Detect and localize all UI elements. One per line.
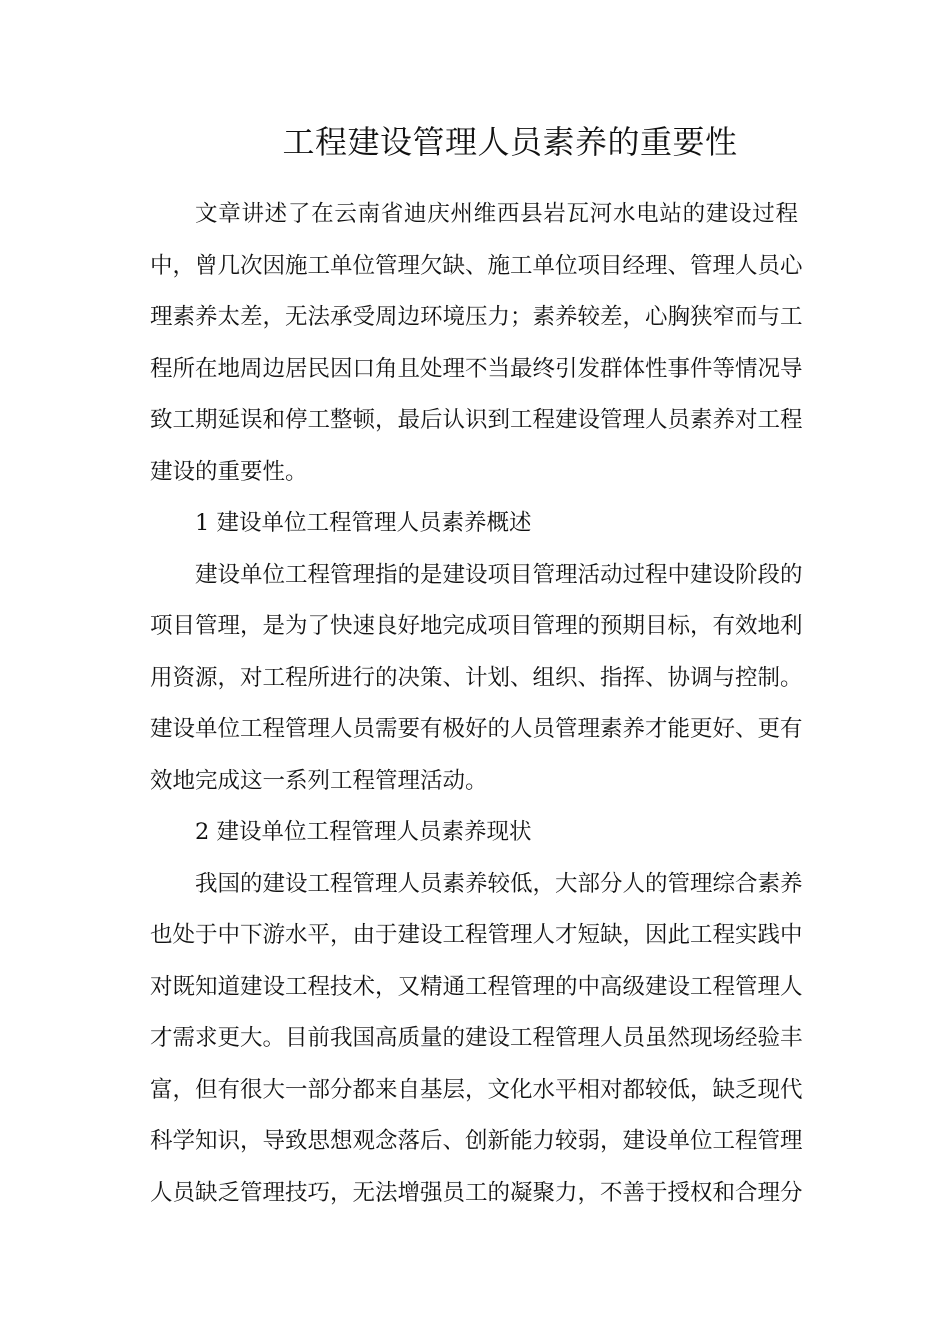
paragraph-line: 建设单位工程管理人员需要有极好的人员管理素养才能更好、更有 xyxy=(150,716,803,742)
paragraph-line: 中，曾几次因施工单位管理欠缺、施工单位项目经理、管理人员心 xyxy=(150,252,803,279)
paragraph-line: 程所在地周边居民因口角且处理不当最终引发群体性事件等情况导 xyxy=(150,355,803,382)
paragraph-line: 也处于中下游水平，由于建设工程管理人才短缺，因此工程实践中 xyxy=(150,922,803,948)
paragraph-line: 效地完成这一系列工程管理活动。 xyxy=(150,767,488,794)
paragraph-line: 我国的建设工程管理人员素养较低，大部分人的管理综合素养 xyxy=(195,870,803,897)
paragraph-line: 文章讲述了在云南省迪庆州维西县岩瓦河水电站的建设过程 xyxy=(195,201,798,227)
paragraph-line: 用资源，对工程所进行的决策、计划、组织、指挥、协调与控制。 xyxy=(150,664,803,691)
section-heading: 1 建设单位工程管理人员素养概述 xyxy=(195,510,532,536)
paragraph-line: 才需求更大。目前我国高质量的建设工程管理人员虽然现场经验丰 xyxy=(150,1025,803,1051)
paragraph-line: 致工期延误和停工整顿，最后认识到工程建设管理人员素养对工程 xyxy=(150,407,803,433)
paragraph-line: 人员缺乏管理技巧，无法增强员工的凝聚力，不善于授权和合理分 xyxy=(150,1179,803,1206)
paragraph-line: 富，但有很大一部分都来自基层，文化水平相对都较低，缺乏现代 xyxy=(150,1076,803,1103)
paragraph-line: 建设单位工程管理指的是建设项目管理活动过程中建设阶段的 xyxy=(195,561,803,588)
document-title: 工程建设管理人员素养的重要性 xyxy=(282,123,738,161)
paragraph-line: 科学知识，导致思想观念落后、创新能力较弱，建设单位工程管理 xyxy=(150,1128,803,1154)
section-heading: 2 建设单位工程管理人员素养现状 xyxy=(195,819,532,845)
paragraph-line: 建设的重要性。 xyxy=(150,458,308,485)
paragraph-line: 对既知道建设工程技术，又精通工程管理的中高级建设工程管理人 xyxy=(150,973,803,1000)
paragraph-line: 项目管理，是为了快速良好地完成项目管理的预期目标，有效地利 xyxy=(150,613,803,639)
document-body xyxy=(150,200,803,1230)
paragraph-line: 理素养太差，无法承受周边环境压力；素养较差，心胸狭窄而与工 xyxy=(150,304,803,330)
